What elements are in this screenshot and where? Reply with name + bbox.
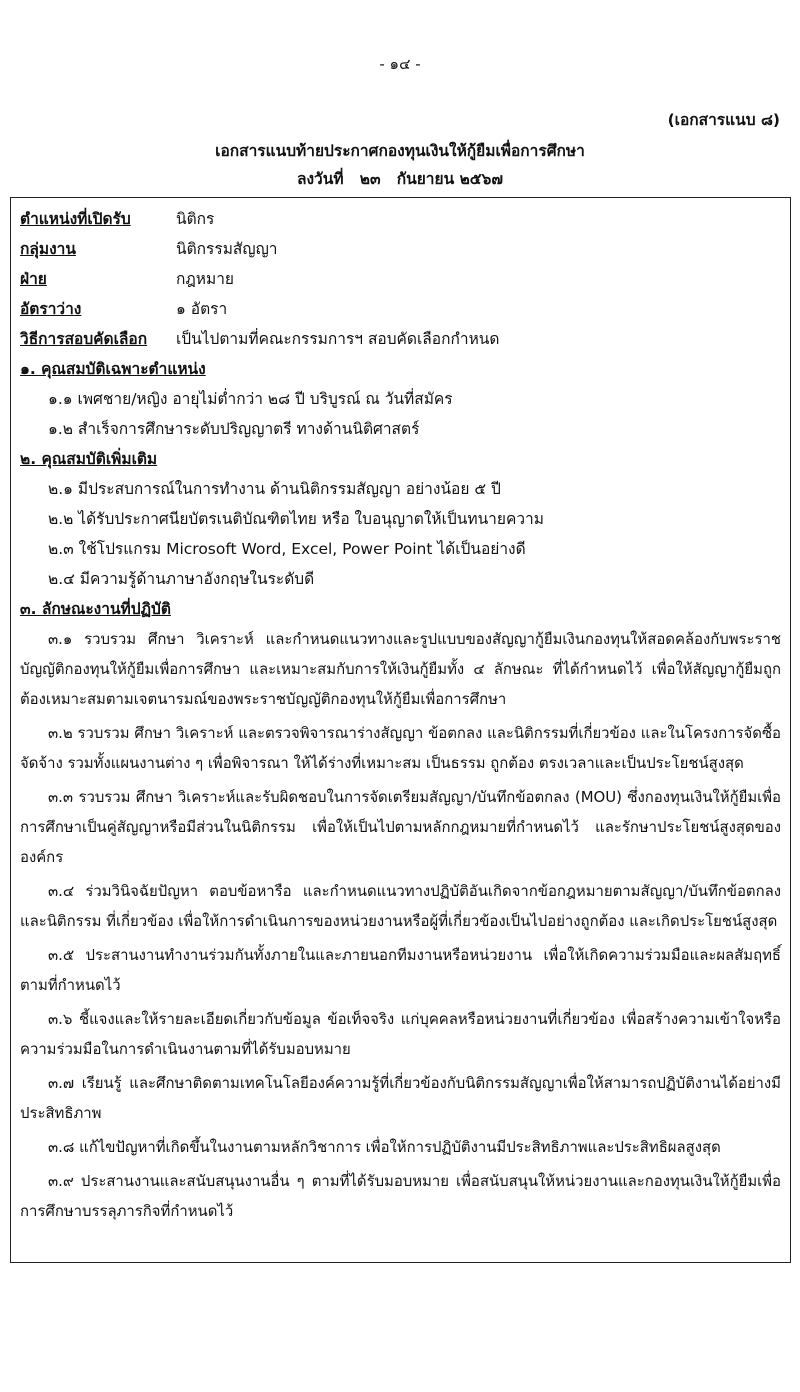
info-row-selection-method (20, 324, 781, 354)
list-item: ๒.๔ มีความรู้ด้านภาษาอังกฤษในระดับดี (48, 570, 315, 588)
info-label: กลุ่มงาน (20, 240, 76, 258)
info-label: อัตราว่าง (20, 300, 82, 318)
info-value: เป็นไปตามที่คณะกรรมการฯ สอบคัดเลือกกำหนด (176, 330, 500, 348)
duty-paragraph: ๓.๒ รวบรวม ศึกษา วิเคราะห์ และตรวจพิจารณาร่างสัญญา ข้อตกลง และนิติกรรมที่เกี่ยวข้อง และในโครงการจัดซื้อจัดจ้าง รวมทั้งแผนงานต่าง ๆ เพื่อพิจารณา ให้ได้ร่างที่เหมาะสม เป็นธรรม ถูกต้อง ตรงเวลาและเป็นประโยชน์สูงสุด (20, 724, 781, 772)
title-line-1: เอกสารแนบท้ายประกาศกองทุนเงินให้กู้ยืมเพื่อการศึกษา (215, 142, 585, 160)
info-value: นิติกรรมสัญญา (176, 240, 278, 258)
info-label: วิธีการสอบคัดเลือก (20, 330, 148, 348)
section-heading-job-duties: ๓. ลักษณะงานที่ปฏิบัติ (20, 600, 171, 618)
duty-paragraph: ๓.๖ ชี้แจงและให้รายละเอียดเกี่ยวกับข้อมูล ข้อเท็จจริง แก่บุคคลหรือหน่วยงานที่เกี่ยวข้อง เพื่อสร้างความเข้าใจหรือความร่วมมือในการดำเนินงานตามที่ได้รับมอบหมาย (20, 1010, 781, 1058)
duty-paragraph: ๓.๘ แก้ไขปัญหาที่เกิดขึ้นในงานตามหลักวิชาการ เพื่อให้การปฏิบัติงานมีประสิทธิภาพและประสิทธิผลสูงสุด (48, 1138, 721, 1156)
info-value: ๑ อัตรา (176, 300, 228, 318)
duty-paragraph: ๓.๑ รวบรวม ศึกษา วิเคราะห์ และกำหนดแนวทางและรูปแบบของสัญญากู้ยืมเงินกองทุนให้สอดคล้องกับพระราชบัญญัติกองทุนให้กู้ยืมเพื่อการศึกษา และเหมาะสมกับการให้เงินกู้ยืมทั้ง ๔ ลักษณะ ที่ได้กำหนดไว้ เพื่อให้สัญญากู้ยืมถูกต้องเหมาะสมตามเจตนารมณ์ของพระราชบัญญัติกองทุนให้กู้ยืมเพื่อการศึกษา (20, 630, 781, 708)
info-label: ฝ่าย (20, 270, 47, 288)
section-heading-specific-qualifications: ๑. คุณสมบัติเฉพาะตำแหน่ง (20, 360, 206, 378)
list-item: ๒.๑ มีประสบการณ์ในการทำงาน ด้านนิติกรรมสัญญา อย่างน้อย ๕ ปี (48, 480, 501, 498)
attachment-label: (เอกสารแนบ ๘) (667, 111, 780, 129)
page-number: - ๑๔ - (379, 55, 421, 73)
info-row-vacancies (20, 294, 781, 324)
info-value: กฎหมาย (176, 270, 235, 288)
title-line-2: ลงวันที่ ๒๓ กันยายน ๒๕๖๗ (296, 170, 504, 188)
list-item: ๑.๒ สำเร็จการศึกษาระดับปริญญาตรี ทางด้านนิติศาสตร์ (48, 420, 420, 438)
duty-paragraph: ๓.๕ ประสานงานทำงานร่วมกันทั้งภายในและภายนอกทีมงานหรือหน่วยงาน เพื่อให้เกิดความร่วมมือและผลสัมฤทธิ์ตามที่กำหนดไว้ (20, 946, 781, 994)
info-row-group (20, 234, 781, 264)
section-heading-additional-qualifications: ๒. คุณสมบัติเพิ่มเติม (20, 450, 158, 468)
document-title (0, 137, 800, 193)
duty-paragraph: ๓.๓ รวบรวม ศึกษา วิเคราะห์และรับผิดชอบในการจัดเตรียมสัญญา/บันทึกข้อตกลง (MOU) ซึ่งกองทุนเงินให้กู้ยืมเพื่อการศึกษาเป็นคู่สัญญาหรือมีส่วนในนิติกรรม เพื่อให้เป็นไปตามหลักกฎหมายที่กำหนดไว้ และรักษาประโยชน์สูงสุดขององค์กร (20, 788, 781, 866)
list-item: ๒.๓ ใช้โปรแกรม Microsoft Word, Excel, Power Point ได้เป็นอย่างดี (48, 540, 526, 558)
info-row-department (20, 264, 781, 294)
list-item: ๒.๒ ได้รับประกาศนียบัตรเนติบัณฑิตไทย หรือ ใบอนุญาตให้เป็นทนายความ (48, 510, 544, 528)
info-value: นิติกร (176, 210, 215, 228)
list-item: ๑.๑ เพศชาย/หญิง อายุไม่ต่ำกว่า ๒๘ ปี บริบูรณ์ ณ วันที่สมัคร (48, 390, 453, 408)
duty-paragraph: ๓.๔ ร่วมวินิจฉัยปัญหา ตอบข้อหารือ และกำหนดแนวทางปฏิบัติอันเกิดจากข้อกฎหมายตามสัญญา/บันทึกข้อตกลง และนิติกรรม ที่เกี่ยวข้อง เพื่อให้การดำเนินการของหน่วยงานหรือผู้ที่เกี่ยวข้องเป็นไปอย่างถูกต้อง และเกิดประโยชน์สูงสุด (20, 882, 781, 930)
info-label: ตำแหน่งที่เปิดรับ (20, 210, 131, 228)
info-row-position (20, 204, 781, 234)
content-box (10, 197, 791, 1263)
duty-paragraph: ๓.๙ ประสานงานและสนับสนุนงานอื่น ๆ ตามที่ได้รับมอบหมาย เพื่อสนับสนุนให้หน่วยงานและกองทุนเงินให้กู้ยืมเพื่อการศึกษาบรรลุภารกิจที่กำหนดไว้ (20, 1172, 781, 1220)
duty-paragraph: ๓.๗ เรียนรู้ และศึกษาติดตามเทคโนโลยีองค์ความรู้ที่เกี่ยวข้องกับนิติกรรมสัญญาเพื่อให้สามารถปฏิบัติงานได้อย่างมีประสิทธิภาพ (20, 1074, 781, 1122)
